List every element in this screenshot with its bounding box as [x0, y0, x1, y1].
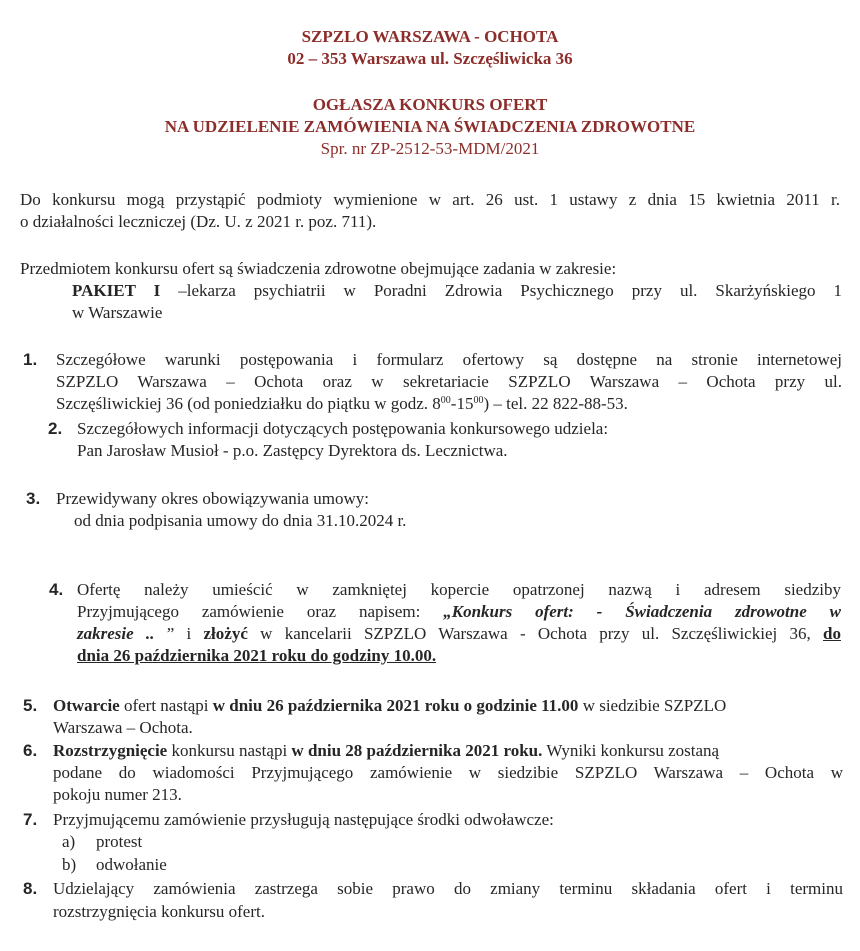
- item-number-5: 5.: [23, 696, 38, 715]
- item-5-line-1: [53, 696, 726, 716]
- pakiet-line: [72, 281, 842, 301]
- item-number-6: 6.: [23, 741, 38, 760]
- item-6-resolution: Rozstrzygnięcie: [53, 741, 168, 760]
- item-5-date: w dniu 26 października 2021 roku o godzinie 11.00: [212, 696, 579, 715]
- item-4-envelope-label: „Konkurs ofert: - Świadczenia zdrowotne w: [443, 602, 841, 621]
- item-6-line-3: pokoju numer 213.: [53, 785, 182, 804]
- announcement-title: OGŁASZA KONKURS OFERT: [312, 95, 548, 114]
- item-4-submit: złożyć: [203, 624, 248, 643]
- item-4-place: w kancelarii SZPZLO Warszawa - Ochota przy ul. Szczęśliwickiej 36,: [247, 624, 823, 643]
- item-4-deadline: dnia 26 października 2021 roku do godziny 10.00.: [77, 646, 437, 665]
- intro-line-1: Do konkursu mogą przystąpić podmioty wymienione w art. 26 ust. 1 ustawy z dnia 15 kwietnia 2011 r.: [20, 190, 840, 209]
- item-4-deadline-start: do: [823, 624, 841, 643]
- item-7-line-1: Przyjmującemu zamówienie przysługują następujące środki odwoławcze:: [53, 810, 554, 829]
- item-3-line-1: Przewidywany okres obowiązywania umowy:: [56, 489, 370, 508]
- institution-name: SZPZLO WARSZAWA - OCHOTA: [301, 27, 559, 46]
- item-6-results: Wyniki konkursu zostaną: [542, 741, 720, 760]
- item-7-option-a: protest: [96, 832, 143, 851]
- announcement-subtitle: NA UDZIELENIE ZAMÓWIENIA NA ŚWIADCZENIA ZDROWOTNE: [164, 117, 696, 136]
- item-5-place: w siedzibie SZPZLO: [578, 696, 727, 715]
- item-1-line-1: Szczegółowe warunki postępowania i formularz ofertowy są dostępne na stronie internetowej: [56, 350, 842, 369]
- item-6-line-1: [53, 741, 719, 761]
- item-3-line-2: od dnia podpisania umowy do dnia 31.10.2024 r.: [74, 511, 407, 530]
- item-1-sup-2: 00: [473, 395, 484, 406]
- item-4-line-4: [77, 646, 436, 666]
- item-4-quote: ” i: [154, 624, 204, 643]
- institution-address: 02 – 353 Warszawa ul. Szczęśliwicka 36: [287, 49, 573, 68]
- item-4-line-3: [77, 624, 841, 644]
- item-1-hours-text: Szczęśliwickiej 36 (od poniedziałku do piątku w godz. 8: [56, 394, 441, 413]
- item-number-7: 7.: [23, 810, 38, 829]
- item-8-line-1: Udzielający zamówienia zastrzega sobie prawo do zmiany terminu składania ofert i terminu: [53, 879, 843, 898]
- item-7-option-b-label: b): [62, 855, 77, 874]
- item-7-option-a-label: a): [62, 832, 76, 851]
- item-4-line-1: Ofertę należy umieścić w zamkniętej kopercie opatrzonej nazwą i adresem siedziby: [77, 580, 841, 599]
- item-6-date: w dniu 28 października 2021 roku.: [291, 741, 543, 760]
- item-number-4: 4.: [49, 580, 64, 599]
- item-number-3: 3.: [26, 489, 41, 508]
- item-1-line-2: SZPZLO Warszawa – Ochota oraz w sekretariacie SZPZLO Warszawa – Ochota przy ul.: [56, 372, 842, 391]
- pakiet-line-2: w Warszawie: [72, 303, 163, 322]
- item-2-line-2: Pan Jarosław Musioł - p.o. Zastępcy Dyrektora ds. Lecznictwa.: [77, 441, 508, 460]
- subject-line: Przedmiotem konkursu ofert są świadczenia zdrowotne obejmujące zadania w zakresie:: [20, 259, 617, 278]
- item-8-line-2: rozstrzygnięcia konkursu ofert.: [53, 902, 265, 921]
- item-5-opening: Otwarcie: [53, 696, 120, 715]
- item-6-line-2: podane do wiadomości Przyjmującego zamówienie w siedzibie SZPZLO Warszawa – Ochota w: [53, 763, 843, 782]
- pakiet-text: –lekarza psychiatrii w Poradni Zdrowia Psychicznego przy ul. Skarżyńskiego 1: [160, 281, 843, 300]
- item-6-text: konkursu nastąpi: [167, 741, 292, 760]
- intro-line-2: o działalności leczniczej (Dz. U. z 2021 r. poz. 711).: [20, 212, 377, 231]
- item-1-sup-1: 00: [440, 395, 451, 406]
- item-5-line-2: Warszawa – Ochota.: [53, 718, 193, 737]
- pakiet-label: PAKIET I: [72, 281, 161, 300]
- item-2-line-1: Szczegółowych informacji dotyczących postępowania konkursowego udziela:: [77, 419, 609, 438]
- item-1-line-3: [56, 394, 628, 414]
- item-4-text: Przyjmującego zamówienie oraz napisem:: [77, 602, 444, 621]
- case-number: Spr. nr ZP-2512-53-MDM/2021: [320, 139, 540, 158]
- item-number-1: 1.: [23, 350, 38, 369]
- item-number-8: 8.: [23, 879, 38, 898]
- item-7-option-b: odwołanie: [96, 855, 167, 874]
- item-4-envelope-label-end: zakresie ..: [77, 624, 155, 643]
- item-5-text: ofert nastąpi: [119, 696, 213, 715]
- item-1-phone: ) – tel. 22 822-88-53.: [483, 394, 628, 413]
- item-4-line-2: [77, 602, 841, 622]
- item-1-hours-end: -15: [450, 394, 474, 413]
- item-number-2: 2.: [48, 419, 63, 438]
